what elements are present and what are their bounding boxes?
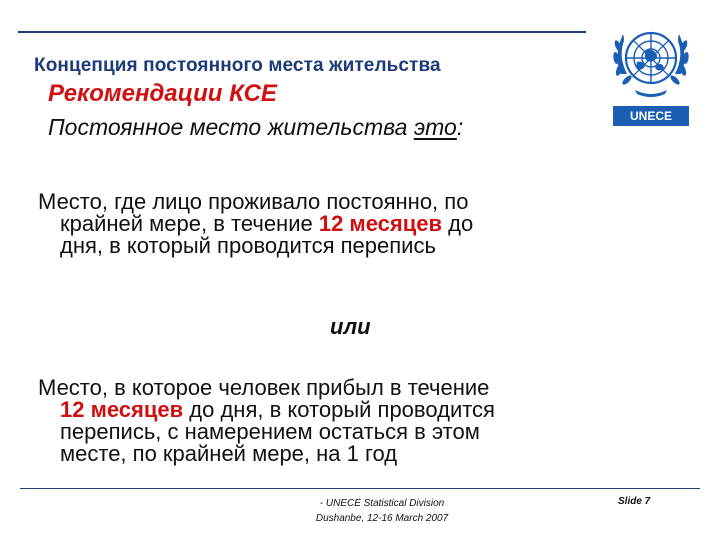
para1-line-1: Место, где лицо проживало постоянно, по: [38, 189, 469, 214]
unece-logo: [607, 16, 695, 122]
or-separator: или: [330, 314, 371, 339]
para2-line-2: [38, 399, 495, 421]
definition-paragraph-1: [38, 191, 473, 257]
definition-paragraph-2: [38, 377, 495, 465]
subtitle-recommendations: Рекомендации КСЕ: [48, 80, 277, 107]
subtitle-underlined: это: [413, 114, 457, 140]
para1-line-2-before: крайней мере, в течение: [60, 211, 319, 236]
footer-source: [292, 496, 472, 526]
subtitle-suffix: :: [456, 114, 464, 140]
page-title: Концепция постоянного места жительства: [34, 55, 441, 76]
slide-number: Slide 7: [618, 496, 651, 507]
para2-line-2-after: до дня, в который проводится: [183, 397, 495, 422]
un-emblem-icon: [607, 16, 695, 104]
para1-line-3: дня, в который проводится перепись: [60, 233, 436, 258]
footer-divider: [20, 488, 700, 489]
para1-highlight-months: 12 месяцев: [318, 211, 443, 236]
top-divider: [18, 31, 586, 33]
para2-line-1: Место, в которое человек прибыл в течение: [38, 375, 490, 400]
unece-logo-text: UNECE: [613, 106, 689, 126]
para1-line-2-after: до: [442, 211, 474, 236]
para2-highlight-months: 12 месяцев: [60, 397, 184, 422]
para1-line-2: [38, 213, 473, 235]
footer-line-2: Dushanbe, 12-16 March 2007: [315, 513, 449, 524]
para2-line-4: месте, по крайней мере, на 1 год: [60, 441, 398, 466]
subtitle-prefix: Постоянное место жительства: [48, 114, 414, 140]
subtitle-definition: [48, 114, 463, 141]
para2-line-3: перепись, с намерением остаться в этом: [60, 419, 480, 444]
footer-line-1: - UNECE Statistical Division: [319, 498, 445, 509]
